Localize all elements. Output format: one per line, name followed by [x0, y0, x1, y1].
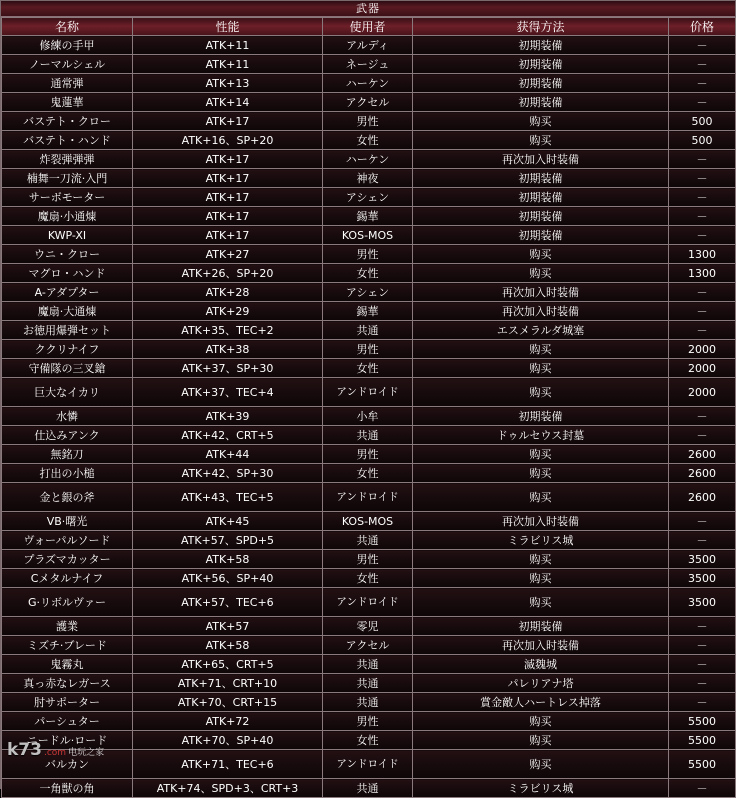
- cell-method: 初期装備: [413, 188, 669, 207]
- cell-method: 初期装備: [413, 617, 669, 636]
- cell-price: －: [669, 55, 736, 74]
- cell-method: 购买: [413, 340, 669, 359]
- cell-user: 錫華: [323, 207, 413, 226]
- cell-user: 女性: [323, 731, 413, 750]
- table-row[interactable]: [2, 112, 736, 131]
- cell-performance: ATK+14: [133, 93, 323, 112]
- cell-price: －: [669, 531, 736, 550]
- cell-performance: ATK+11: [133, 55, 323, 74]
- cell-user-text: アンドロイド: [336, 385, 399, 398]
- cell-price: －: [669, 169, 736, 188]
- cell-performance: ATK+72: [133, 712, 323, 731]
- cell-performance: ATK+57、TEC+6: [133, 588, 323, 617]
- table-row[interactable]: [2, 674, 736, 693]
- table-row[interactable]: [2, 750, 736, 779]
- table-row[interactable]: [2, 483, 736, 512]
- cell-name: 楠舞一刀流·入門: [2, 169, 133, 188]
- cell-user: [323, 483, 413, 512]
- cell-method: 初期装備: [413, 226, 669, 245]
- cell-user: 女性: [323, 359, 413, 378]
- cell-name: 一角獣の角: [2, 779, 133, 798]
- table-row[interactable]: [2, 74, 736, 93]
- cell-name: ミズチ·ブレード: [2, 636, 133, 655]
- table-row[interactable]: [2, 169, 736, 188]
- cell-method: 再次加入时装備: [413, 512, 669, 531]
- cell-name: 魔扇·大通煉: [2, 302, 133, 321]
- cell-name: A-アダプター: [2, 283, 133, 302]
- table-row[interactable]: [2, 569, 736, 588]
- cell-performance: ATK+17: [133, 207, 323, 226]
- cell-price: －: [669, 779, 736, 798]
- cell-name: 魔扇·小通煉: [2, 207, 133, 226]
- cell-price: 3500: [669, 569, 736, 588]
- cell-name: G·リボルヴァー: [2, 588, 133, 617]
- table-row[interactable]: [2, 407, 736, 426]
- cell-method: 购买: [413, 712, 669, 731]
- cell-method: 购买: [413, 131, 669, 150]
- cell-price: －: [669, 693, 736, 712]
- cell-name: 通常弾: [2, 74, 133, 93]
- cell-user: アシェン: [323, 283, 413, 302]
- cell-method: 初期装備: [413, 407, 669, 426]
- cell-user-text: アンドロイド: [336, 490, 399, 503]
- cell-performance: ATK+35、TEC+2: [133, 321, 323, 340]
- cell-name: ヴォーパルソード: [2, 531, 133, 550]
- table-row[interactable]: [2, 550, 736, 569]
- cell-user: 小牟: [323, 407, 413, 426]
- cell-method: 再次加入时装備: [413, 302, 669, 321]
- cell-user: アクセル: [323, 636, 413, 655]
- cell-performance: ATK+16、SP+20: [133, 131, 323, 150]
- cell-performance: ATK+38: [133, 340, 323, 359]
- cell-name: 真っ赤なレガース: [2, 674, 133, 693]
- cell-performance: ATK+27: [133, 245, 323, 264]
- cell-user-text: アンドロイド: [336, 595, 399, 608]
- cell-performance: ATK+17: [133, 150, 323, 169]
- cell-performance: ATK+37、SP+30: [133, 359, 323, 378]
- cell-method: 初期装備: [413, 74, 669, 93]
- table-row[interactable]: [2, 283, 736, 302]
- cell-method: 购买: [413, 112, 669, 131]
- cell-method: 滅魏城: [413, 655, 669, 674]
- cell-user: 男性: [323, 112, 413, 131]
- cell-name: 守備隊の三叉鎗: [2, 359, 133, 378]
- cell-performance: ATK+17: [133, 188, 323, 207]
- cell-price: 2000: [669, 359, 736, 378]
- cell-method: 购买: [413, 731, 669, 750]
- cell-method: パレリアナ塔: [413, 674, 669, 693]
- cell-price: －: [669, 207, 736, 226]
- cell-performance: ATK+56、SP+40: [133, 569, 323, 588]
- table-row[interactable]: [2, 588, 736, 617]
- cell-method: 购买: [413, 245, 669, 264]
- table-row[interactable]: [2, 512, 736, 531]
- cell-method: 购买: [413, 378, 669, 407]
- cell-user: 共通: [323, 779, 413, 798]
- table-row[interactable]: [2, 150, 736, 169]
- cell-price: 3500: [669, 588, 736, 617]
- cell-user: 男性: [323, 445, 413, 464]
- cell-user: 女性: [323, 569, 413, 588]
- cell-name: お徳用爆弾セット: [2, 321, 133, 340]
- cell-method: 初期装備: [413, 169, 669, 188]
- cell-price: －: [669, 407, 736, 426]
- cell-performance: ATK+71、CRT+10: [133, 674, 323, 693]
- cell-method: 购买: [413, 359, 669, 378]
- watermark-suffix: .com: [43, 748, 67, 758]
- cell-performance: ATK+17: [133, 169, 323, 188]
- cell-performance: ATK+44: [133, 445, 323, 464]
- cell-price: 500: [669, 112, 736, 131]
- cell-user: 共通: [323, 655, 413, 674]
- table-row[interactable]: [2, 378, 736, 407]
- watermark-subtitle: 电玩之家: [68, 748, 105, 758]
- cell-price: －: [669, 655, 736, 674]
- table-row[interactable]: [2, 779, 736, 798]
- cell-performance: ATK+57: [133, 617, 323, 636]
- column-header-performance: 性能: [133, 18, 323, 36]
- table-row[interactable]: [2, 617, 736, 636]
- cell-method: 购买: [413, 264, 669, 283]
- cell-user: ネージュ: [323, 55, 413, 74]
- cell-user: 共通: [323, 426, 413, 445]
- cell-user: 男性: [323, 550, 413, 569]
- table-row[interactable]: [2, 731, 736, 750]
- cell-name: KWP-XI: [2, 226, 133, 245]
- cell-price: －: [669, 74, 736, 93]
- cell-price: －: [669, 283, 736, 302]
- table-row[interactable]: [2, 531, 736, 550]
- cell-performance: ATK+17: [133, 226, 323, 245]
- cell-method: 购买: [413, 483, 669, 512]
- cell-method: 初期装備: [413, 36, 669, 55]
- cell-user: アルディ: [323, 36, 413, 55]
- cell-price: 1300: [669, 264, 736, 283]
- cell-user: 共通: [323, 693, 413, 712]
- cell-method: 初期装備: [413, 93, 669, 112]
- cell-user: [323, 588, 413, 617]
- table-row[interactable]: [2, 359, 736, 378]
- cell-name: 水憐: [2, 407, 133, 426]
- cell-performance: ATK+70、SP+40: [133, 731, 323, 750]
- table-row[interactable]: [2, 340, 736, 359]
- cell-price: －: [669, 93, 736, 112]
- cell-method: 购买: [413, 750, 669, 779]
- cell-name: 護業: [2, 617, 133, 636]
- cell-user: [323, 750, 413, 779]
- table-row[interactable]: [2, 264, 736, 283]
- cell-name: バステト・クロー: [2, 112, 133, 131]
- cell-user: 女性: [323, 131, 413, 150]
- cell-method: エスメラルダ城塞: [413, 321, 669, 340]
- cell-name: 金と銀の斧: [2, 483, 133, 512]
- cell-price: －: [669, 188, 736, 207]
- cell-name: 炸裂弾弾弾: [2, 150, 133, 169]
- cell-price: －: [669, 226, 736, 245]
- cell-method: 购买: [413, 588, 669, 617]
- cell-price: 2000: [669, 378, 736, 407]
- cell-price: 500: [669, 131, 736, 150]
- table-row[interactable]: [2, 464, 736, 483]
- cell-user: ハーケン: [323, 150, 413, 169]
- cell-performance: ATK+71、TEC+6: [133, 750, 323, 779]
- window-title: 武器: [1, 1, 735, 17]
- cell-price: －: [669, 674, 736, 693]
- cell-user-text: アンドロイド: [336, 757, 399, 770]
- cell-performance: ATK+70、CRT+15: [133, 693, 323, 712]
- cell-user: 錫華: [323, 302, 413, 321]
- cell-price: －: [669, 636, 736, 655]
- cell-price: 2600: [669, 445, 736, 464]
- cell-name: ノーマルシェル: [2, 55, 133, 74]
- column-header-name: 名称: [2, 18, 133, 36]
- cell-performance: ATK+58: [133, 636, 323, 655]
- cell-performance: ATK+65、CRT+5: [133, 655, 323, 674]
- cell-method: 初期装備: [413, 207, 669, 226]
- cell-user: アシェン: [323, 188, 413, 207]
- cell-user: KOS-MOS: [323, 512, 413, 531]
- cell-name: バルカン: [2, 750, 133, 779]
- cell-price: －: [669, 302, 736, 321]
- column-header-method: 获得方法: [413, 18, 669, 36]
- cell-method: ミラビリス城: [413, 779, 669, 798]
- table-row[interactable]: [2, 693, 736, 712]
- cell-user: 女性: [323, 264, 413, 283]
- table-row[interactable]: [2, 445, 736, 464]
- table-row[interactable]: [2, 426, 736, 445]
- cell-name: VB·曙光: [2, 512, 133, 531]
- cell-performance: ATK+42、SP+30: [133, 464, 323, 483]
- cell-price: 3500: [669, 550, 736, 569]
- table-row[interactable]: [2, 712, 736, 731]
- cell-name: 修練の手甲: [2, 36, 133, 55]
- cell-name: サーボモーター: [2, 188, 133, 207]
- cell-performance: ATK+74、SPD+3、CRT+3: [133, 779, 323, 798]
- cell-performance: ATK+28: [133, 283, 323, 302]
- cell-performance: ATK+17: [133, 112, 323, 131]
- cell-performance: ATK+45: [133, 512, 323, 531]
- cell-name: ニードル·ロード: [2, 731, 133, 750]
- cell-price: 1300: [669, 245, 736, 264]
- table-row[interactable]: [2, 245, 736, 264]
- cell-user: 神夜: [323, 169, 413, 188]
- table-row[interactable]: [2, 302, 736, 321]
- table-row[interactable]: [2, 636, 736, 655]
- cell-price: －: [669, 617, 736, 636]
- cell-name: 無銘刀: [2, 445, 133, 464]
- cell-name: ウニ・クロー: [2, 245, 133, 264]
- cell-method: 购买: [413, 464, 669, 483]
- table-body: [2, 36, 736, 798]
- column-header-price: 价格: [669, 18, 736, 36]
- cell-user: 女性: [323, 464, 413, 483]
- cell-performance: ATK+39: [133, 407, 323, 426]
- cell-name: 巨大なイカリ: [2, 378, 133, 407]
- cell-method: 再次加入时装備: [413, 150, 669, 169]
- cell-price: 5500: [669, 731, 736, 750]
- cell-name: パーシュター: [2, 712, 133, 731]
- cell-price: －: [669, 426, 736, 445]
- cell-user: アクセル: [323, 93, 413, 112]
- cell-performance: ATK+43、TEC+5: [133, 483, 323, 512]
- cell-price: 2600: [669, 483, 736, 512]
- cell-method: 购买: [413, 569, 669, 588]
- table-row[interactable]: [2, 188, 736, 207]
- table-row[interactable]: [2, 207, 736, 226]
- cell-performance: ATK+57、SPD+5: [133, 531, 323, 550]
- table-row[interactable]: [2, 655, 736, 674]
- cell-price: －: [669, 36, 736, 55]
- cell-performance: ATK+26、SP+20: [133, 264, 323, 283]
- cell-method: 賞金敵人ハートレス掉落: [413, 693, 669, 712]
- cell-name: 鬼蓮華: [2, 93, 133, 112]
- cell-method: 购买: [413, 550, 669, 569]
- cell-method: 购买: [413, 445, 669, 464]
- cell-method: ミラビリス城: [413, 531, 669, 550]
- watermark-text: k73: [7, 740, 42, 760]
- table-header-row: [2, 18, 736, 36]
- cell-name: ククリナイフ: [2, 340, 133, 359]
- cell-price: －: [669, 321, 736, 340]
- cell-method: 初期装備: [413, 55, 669, 74]
- cell-name: Cメタルナイフ: [2, 569, 133, 588]
- cell-price: 2600: [669, 464, 736, 483]
- cell-user: 共通: [323, 674, 413, 693]
- cell-user: KOS-MOS: [323, 226, 413, 245]
- cell-method: ドゥルセウス封墓: [413, 426, 669, 445]
- weapon-table: [1, 17, 736, 798]
- cell-user: 男性: [323, 245, 413, 264]
- cell-method: 再次加入时装備: [413, 283, 669, 302]
- table-row[interactable]: [2, 226, 736, 245]
- cell-price: －: [669, 512, 736, 531]
- column-header-user: 使用者: [323, 18, 413, 36]
- table-row[interactable]: [2, 321, 736, 340]
- cell-price: 5500: [669, 750, 736, 779]
- cell-price: 2000: [669, 340, 736, 359]
- cell-user: 共通: [323, 531, 413, 550]
- cell-name: マグロ・ハンド: [2, 264, 133, 283]
- cell-performance: ATK+11: [133, 36, 323, 55]
- table-row[interactable]: [2, 93, 736, 112]
- table-row[interactable]: [2, 55, 736, 74]
- cell-method: 再次加入时装備: [413, 636, 669, 655]
- cell-price: －: [669, 150, 736, 169]
- cell-user: 零児: [323, 617, 413, 636]
- cell-name: プラズマカッター: [2, 550, 133, 569]
- cell-name: 鬼霧丸: [2, 655, 133, 674]
- cell-name: 仕込みアンク: [2, 426, 133, 445]
- cell-name: 打出の小槌: [2, 464, 133, 483]
- cell-user: ハーケン: [323, 74, 413, 93]
- cell-price: 5500: [669, 712, 736, 731]
- cell-performance: ATK+13: [133, 74, 323, 93]
- cell-performance: ATK+29: [133, 302, 323, 321]
- cell-user: 男性: [323, 340, 413, 359]
- cell-name: バステト・ハンド: [2, 131, 133, 150]
- cell-performance: ATK+37、TEC+4: [133, 378, 323, 407]
- cell-performance: ATK+42、CRT+5: [133, 426, 323, 445]
- table-row[interactable]: [2, 36, 736, 55]
- cell-user: [323, 378, 413, 407]
- cell-name: 肘サポーター: [2, 693, 133, 712]
- cell-user: 男性: [323, 712, 413, 731]
- cell-performance: ATK+58: [133, 550, 323, 569]
- table-row[interactable]: [2, 131, 736, 150]
- cell-user: 共通: [323, 321, 413, 340]
